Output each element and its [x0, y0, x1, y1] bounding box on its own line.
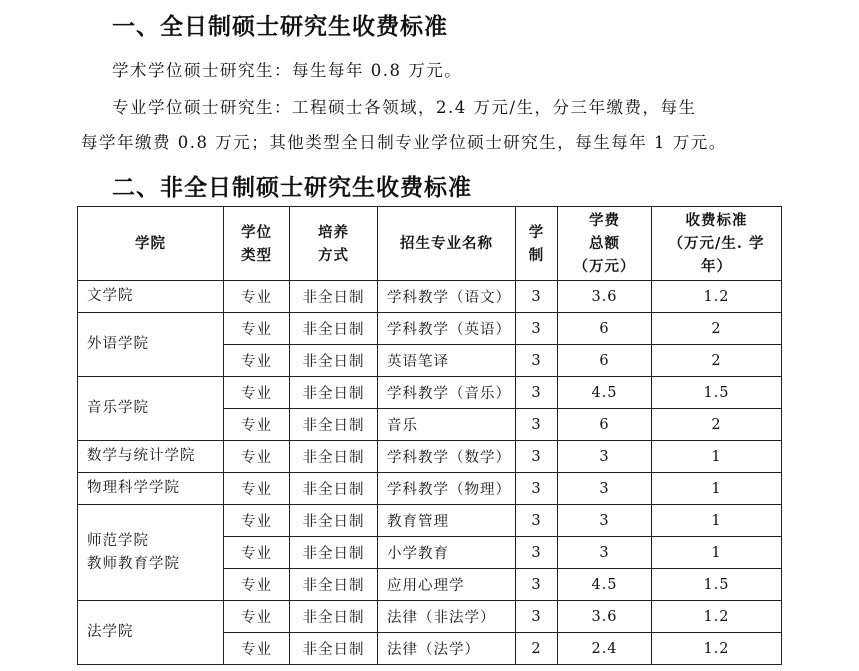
- total-fee-cell: 3: [558, 537, 652, 569]
- annual-fee-cell: 2: [652, 345, 782, 377]
- duration-cell: 3: [516, 537, 558, 569]
- table-row: [78, 377, 782, 409]
- total-fee-cell: 3.6: [558, 281, 652, 313]
- major-cell: 学科教学（语文）: [378, 281, 516, 313]
- degree-type-cell: 专业: [224, 377, 290, 409]
- annual-fee-cell: 1: [652, 505, 782, 537]
- major-cell: 法律（法学）: [378, 633, 516, 665]
- total-fee-cell: 6: [558, 313, 652, 345]
- degree-type-cell: 专业: [224, 473, 290, 505]
- college-cell: 法学院: [78, 601, 224, 665]
- major-cell: 学科教学（物理）: [378, 473, 516, 505]
- study-mode-cell: 非全日制: [290, 633, 378, 665]
- part-time-fee-table: [77, 206, 782, 665]
- total-fee-cell: 3: [558, 505, 652, 537]
- duration-cell: 3: [516, 601, 558, 633]
- study-mode-cell: 非全日制: [290, 313, 378, 345]
- section1-title: 一、全日制硕士研究生收费标准: [112, 14, 448, 40]
- degree-type-cell: 专业: [224, 505, 290, 537]
- header-major: 招生专业名称: [378, 207, 516, 281]
- annual-fee-cell: 1.2: [652, 633, 782, 665]
- college-cell: 物理科学学院: [78, 473, 224, 505]
- college-cell: 数学与统计学院: [78, 441, 224, 473]
- degree-type-cell: 专业: [224, 345, 290, 377]
- total-fee-cell: 3: [558, 473, 652, 505]
- total-fee-cell: 4.5: [558, 569, 652, 601]
- degree-type-cell: 专业: [224, 601, 290, 633]
- major-cell: 音乐: [378, 409, 516, 441]
- total-fee-cell: 6: [558, 409, 652, 441]
- total-fee-cell: 3.6: [558, 601, 652, 633]
- duration-cell: 3: [516, 377, 558, 409]
- major-cell: 英语笔译: [378, 345, 516, 377]
- academic-degree-fee-text: 学术学位硕士研究生：每生每年 0.8 万元。: [112, 61, 463, 80]
- header-duration: 学 制: [516, 207, 558, 281]
- major-cell: 学科教学（音乐）: [378, 377, 516, 409]
- college-cell: 音乐学院: [78, 377, 224, 441]
- annual-fee-cell: 1: [652, 441, 782, 473]
- annual-fee-cell: 1: [652, 473, 782, 505]
- study-mode-cell: 非全日制: [290, 505, 378, 537]
- major-cell: 应用心理学: [378, 569, 516, 601]
- total-fee-cell: 4.5: [558, 377, 652, 409]
- duration-cell: 3: [516, 313, 558, 345]
- study-mode-cell: 非全日制: [290, 377, 378, 409]
- duration-cell: 3: [516, 569, 558, 601]
- table-row: [78, 313, 782, 345]
- annual-fee-cell: 1.5: [652, 377, 782, 409]
- annual-fee-cell: 1.2: [652, 281, 782, 313]
- study-mode-cell: 非全日制: [290, 281, 378, 313]
- total-fee-cell: 2.4: [558, 633, 652, 665]
- annual-fee-cell: 1.2: [652, 601, 782, 633]
- college-cell: 师范学院 教师教育学院: [78, 505, 224, 601]
- degree-type-cell: 专业: [224, 633, 290, 665]
- header-annual-fee: 收费标准 （万元/生. 学 年）: [652, 207, 782, 281]
- major-cell: 学科教学（英语）: [378, 313, 516, 345]
- header-degree-type: 学位 类型: [224, 207, 290, 281]
- degree-type-cell: 专业: [224, 281, 290, 313]
- header-college: 学院: [78, 207, 224, 281]
- table-header-row: [78, 207, 782, 281]
- duration-cell: 3: [516, 409, 558, 441]
- study-mode-cell: 非全日制: [290, 601, 378, 633]
- study-mode-cell: 非全日制: [290, 473, 378, 505]
- degree-type-cell: 专业: [224, 409, 290, 441]
- professional-degree-fee-text-line1: 专业学位硕士研究生：工程硕士各领域，2.4 万元/生，分三年缴费，每生: [112, 98, 697, 117]
- duration-cell: 3: [516, 345, 558, 377]
- college-cell: 外语学院: [78, 313, 224, 377]
- study-mode-cell: 非全日制: [290, 441, 378, 473]
- study-mode-cell: 非全日制: [290, 569, 378, 601]
- table-row: [78, 505, 782, 537]
- degree-type-cell: 专业: [224, 537, 290, 569]
- annual-fee-cell: 1.5: [652, 569, 782, 601]
- table-row: [78, 473, 782, 505]
- total-fee-cell: 3: [558, 441, 652, 473]
- table-row: [78, 281, 782, 313]
- table-row: [78, 441, 782, 473]
- header-total-fee: 学费 总额 （万元）: [558, 207, 652, 281]
- major-cell: 小学教育: [378, 537, 516, 569]
- professional-degree-fee-text-line2: 每学年缴费 0.8 万元；其他类型全日制专业学位硕士研究生，每生每年 1 万元。: [81, 133, 727, 152]
- degree-type-cell: 专业: [224, 313, 290, 345]
- degree-type-cell: 专业: [224, 441, 290, 473]
- duration-cell: 3: [516, 441, 558, 473]
- total-fee-cell: 6: [558, 345, 652, 377]
- duration-cell: 2: [516, 633, 558, 665]
- duration-cell: 3: [516, 281, 558, 313]
- college-cell: 文学院: [78, 281, 224, 313]
- degree-type-cell: 专业: [224, 569, 290, 601]
- major-cell: 学科教学（数学）: [378, 441, 516, 473]
- table-row: [78, 601, 782, 633]
- header-study-mode: 培养 方式: [290, 207, 378, 281]
- study-mode-cell: 非全日制: [290, 409, 378, 441]
- study-mode-cell: 非全日制: [290, 537, 378, 569]
- major-cell: 教育管理: [378, 505, 516, 537]
- annual-fee-cell: 2: [652, 409, 782, 441]
- duration-cell: 3: [516, 473, 558, 505]
- duration-cell: 3: [516, 505, 558, 537]
- major-cell: 法律（非法学）: [378, 601, 516, 633]
- section2-title: 二、非全日制硕士研究生收费标准: [112, 175, 472, 201]
- study-mode-cell: 非全日制: [290, 345, 378, 377]
- annual-fee-cell: 1: [652, 537, 782, 569]
- annual-fee-cell: 2: [652, 313, 782, 345]
